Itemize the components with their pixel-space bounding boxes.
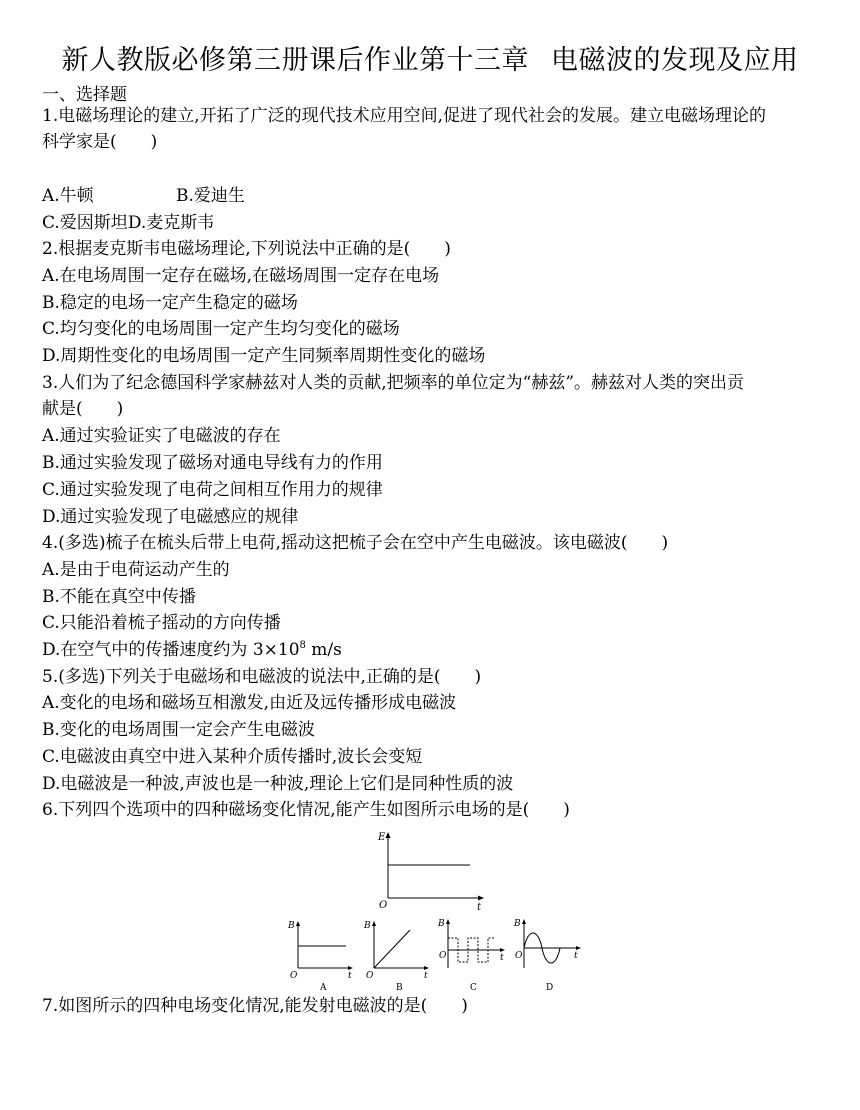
origin-label: O	[366, 971, 374, 981]
q3-option-b: B.通过实验发现了磁场对通电导线有力的作用	[42, 453, 383, 473]
title-right: 电磁波的发现及应用	[551, 45, 799, 76]
x-axis-arrow	[500, 948, 505, 952]
y-axis-arrow	[372, 921, 376, 926]
section-heading: 一、选择题	[42, 85, 127, 105]
q4-option-d	[42, 638, 342, 665]
q1-stem-line2: 科学家是( )	[42, 132, 158, 152]
q2-option-a: A.在电场周围一定存在磁场,在磁场周围一定存在电场	[42, 266, 440, 286]
option-label: A	[320, 983, 327, 993]
y-axis-label: B	[514, 919, 521, 929]
title-left: 新人教版必修第三册课后作业第十三章	[61, 45, 529, 76]
q4-option-a: A.是由于电荷运动产生的	[42, 560, 230, 580]
q3-stem-line1: 3.人们为了纪念德国科学家赫兹对人类的贡献,把频率的单位定为“赫兹”。赫兹对人类的突出贡	[42, 373, 745, 393]
x-axis-label: t	[477, 902, 482, 912]
q1-options-row2	[42, 211, 214, 235]
y-axis-label: B	[438, 919, 445, 929]
q3-option-d: D.通过实验发现了电磁感应的规律	[42, 507, 299, 527]
q2-option-c: C.均匀变化的电场周围一定产生均匀变化的磁场	[42, 319, 400, 339]
origin-label: O	[515, 951, 523, 961]
origin-label: O	[439, 951, 447, 961]
q7-stem: 7.如图所示的四种电场变化情况,能发射电磁波的是( )	[42, 996, 468, 1016]
q2-option-b: B.稳定的电场一定产生稳定的磁场	[42, 293, 298, 313]
q4-option-b: B.不能在真空中传播	[42, 587, 196, 607]
q4-option-c: C.只能沿着梳子摇动的方向传播	[42, 613, 281, 633]
q4-stem: 4.(多选)梳子在梳头后带上电荷,摇动这把梳子会在空中产生电磁波。该电磁波( )	[42, 533, 669, 553]
q6-option-d-figure	[512, 916, 586, 994]
q6-stem: 6.下列四个选项中的四种磁场变化情况,能产生如图所示电场的是( )	[42, 800, 570, 820]
x-axis-label: t	[574, 951, 578, 961]
option-label: B	[396, 983, 403, 993]
q1-option-a: A.牛顿	[42, 186, 94, 206]
option-label: C	[470, 983, 477, 993]
q5-option-b: B.变化的电场周围一定会产生电磁波	[42, 720, 315, 740]
q3-option-c: C.通过实验发现了电荷之间相互作用力的规律	[42, 480, 383, 500]
q5-stem: 5.(多选)下列关于电磁场和电磁波的说法中,正确的是( )	[42, 667, 482, 687]
q3-stem-line2: 献是( )	[42, 399, 124, 419]
x-axis-arrow	[348, 966, 353, 970]
q1-option-b: B.爱迪生	[176, 186, 245, 206]
q2-option-d: D.周期性变化的电场周围一定产生同频率周期性变化的磁场	[42, 346, 486, 366]
q6-option-a-figure	[286, 916, 358, 994]
q4-option-d-prefix: D.在空气中的传播速度约为 3×10	[42, 640, 300, 660]
origin-label: O	[379, 900, 388, 911]
b-linear-line	[374, 930, 410, 968]
q1-options-row1	[42, 184, 442, 208]
x-axis-label: t	[424, 971, 428, 981]
x-axis-label: t	[348, 971, 352, 981]
q5-option-c: C.电磁波由真空中进入某种介质传播时,波长会变短	[42, 747, 423, 767]
y-axis-label: B	[288, 921, 295, 931]
q6-option-b-figure	[362, 916, 434, 994]
q4-option-d-exponent: 8	[299, 640, 306, 651]
q2-stem: 2.根据麦克斯韦电磁场理论,下列说法中正确的是( )	[42, 239, 451, 259]
y-axis-arrow	[296, 921, 300, 926]
y-axis-label: E	[378, 832, 386, 843]
q1-option-c: C.爱因斯坦	[42, 213, 128, 233]
y-axis-arrow	[522, 919, 526, 924]
y-axis-label: B	[364, 921, 371, 931]
q3-option-a: A.通过实验证实了电磁波的存在	[42, 426, 281, 446]
q6-main-figure	[370, 828, 490, 912]
y-axis-arrow	[446, 919, 450, 924]
page-title	[0, 38, 860, 77]
q5-option-d: D.电磁波是一种波,声波也是一种波,理论上它们是同种性质的波	[42, 774, 514, 794]
origin-label: O	[290, 971, 298, 981]
q6-option-c-figure	[436, 916, 510, 994]
x-axis-arrow	[424, 966, 429, 970]
y-axis-arrow	[386, 832, 391, 838]
option-label: D	[546, 983, 554, 993]
q1-stem-line1: 1.电磁场理论的建立,开拓了广泛的现代技术应用空间,促进了现代社会的发展。建立电磁场理论的	[42, 106, 767, 126]
x-axis-arrow	[576, 946, 581, 950]
q1-option-d: D.麦克斯韦	[127, 213, 215, 233]
q5-option-a: A.变化的电场和磁场互相激发,由近及远传播形成电磁波	[42, 693, 457, 713]
x-axis-arrow	[478, 896, 484, 901]
x-axis-label: t	[500, 953, 504, 963]
q4-option-d-suffix: m/s	[305, 640, 342, 660]
